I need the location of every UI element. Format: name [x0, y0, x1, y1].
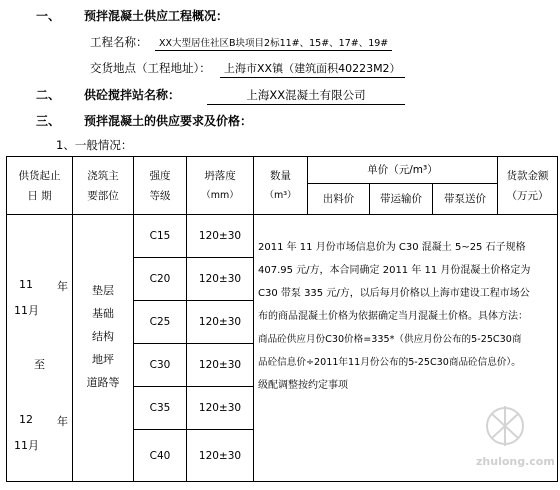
- section-3-title: 预拌混凝土的供应要求及价格：: [84, 114, 253, 128]
- price-description-line: 品砼信息价÷2011年11月份公布的5-25C30商品砼信息价）。: [258, 357, 521, 368]
- section-1-title: 预拌混凝土供应工程概况：: [84, 9, 229, 23]
- header-supply-period-line1: 供货起止: [18, 169, 61, 182]
- slump-c30: 120±30: [198, 359, 242, 371]
- header-supply-period-line2: 日 期: [27, 189, 52, 202]
- project-name-value: XX大型居住社区B块项目2标11#、15#、17#、19#: [155, 35, 392, 51]
- header-quantity-line1: 数量: [270, 169, 291, 182]
- header-strength-grade-line2: 等级: [149, 189, 171, 202]
- header-amount: [498, 157, 557, 214]
- watermark-logo-icon: [470, 400, 540, 452]
- price-description-line: 级配调整按约定事项: [258, 380, 348, 391]
- pour-part-item: 基础: [92, 307, 114, 320]
- header-strength-grade: [134, 157, 186, 214]
- header-quantity-line2: （m³）: [264, 189, 297, 201]
- header-pour-parts-line2: 要部位: [87, 189, 119, 202]
- watermark-text: zhulong.com: [476, 455, 555, 468]
- pour-part-item: 结构: [92, 330, 114, 343]
- grade-c15: C15: [149, 230, 171, 242]
- header-unit-price: 单价（元/m³）: [367, 164, 438, 176]
- grade-c40: C40: [149, 449, 171, 462]
- general-heading: 1、一般情况：: [56, 138, 133, 152]
- grade-c20: C20: [149, 273, 171, 285]
- supplier-name-value: 上海XX混凝土有限公司: [207, 87, 405, 105]
- slump-c35: 120±30: [198, 402, 242, 414]
- section-2-title: 供砼搅拌站名称：: [84, 88, 181, 102]
- header-slump: [187, 157, 253, 214]
- price-description: [258, 236, 554, 397]
- period-to: 至: [34, 358, 45, 371]
- delivery-location-value: 上海市XX镇（建筑面积40223M2）: [220, 60, 405, 78]
- header-factory-price: 出料价: [322, 193, 355, 205]
- project-name-label: 工程名称：: [90, 35, 148, 49]
- header-pour-parts: [73, 157, 133, 214]
- pour-part-item: 地坪: [92, 353, 114, 366]
- pour-part-item: 道路等: [86, 376, 120, 389]
- section-2-number: 二、: [36, 88, 61, 102]
- header-pump-price: 带泵送价: [444, 193, 486, 205]
- slump-c15: 120±30: [198, 230, 242, 242]
- pour-part-item: 垫层: [92, 284, 114, 297]
- header-slump-line1: 坍落度: [204, 169, 236, 182]
- price-description-line: 2011 年 11 月份市场信息价为 C30 混凝土 5~25 石子规格: [258, 242, 526, 253]
- price-description-line: 布的商品混凝土价格为依据确定当月混凝土价格。具体方法：: [258, 311, 528, 322]
- slump-c20: 120±30: [198, 273, 242, 285]
- period-end-year: 12: [19, 413, 33, 426]
- section-1-number: 一、: [36, 9, 61, 23]
- slump-c25: 120±30: [198, 316, 242, 328]
- price-description-line: 407.95 元/方，本合同确定 2011 年 11 月份混凝土价格定为: [258, 265, 531, 276]
- grade-c25: C25: [149, 316, 171, 328]
- header-amount-line2: （万元）: [506, 189, 549, 202]
- period-start-year: 11: [19, 278, 33, 291]
- period-start-year-unit: 年: [57, 280, 68, 293]
- header-slump-line2: （mm）: [201, 189, 239, 201]
- period-end-year-unit: 年: [57, 415, 68, 428]
- delivery-location-label: 交货地点（工程地址）：: [90, 61, 211, 75]
- price-description-line: 商品砼供应月份C30价格=335*（供应月份公布的5-25C30商: [258, 334, 522, 345]
- period-end-month: 11月: [14, 439, 39, 452]
- section-3-number: 三、: [36, 114, 61, 128]
- price-description-line: C30 带泵 335 元/方，以后每月价格以上海市建设工程市场公: [258, 288, 530, 299]
- header-transport-price: 带运输价: [380, 193, 422, 205]
- grade-c35: C35: [149, 402, 171, 414]
- pour-parts-cell: [73, 283, 133, 390]
- header-strength-grade-line1: 强度: [149, 169, 171, 182]
- header-supply-period: [7, 157, 72, 214]
- slump-c40: 120±30: [198, 449, 242, 462]
- grade-c30: C30: [149, 359, 171, 371]
- header-quantity: [254, 157, 307, 214]
- header-amount-line1: 货款金额: [506, 169, 549, 182]
- period-start-month: 11月: [14, 304, 39, 317]
- header-pour-parts-line1: 浇筑主: [87, 169, 119, 182]
